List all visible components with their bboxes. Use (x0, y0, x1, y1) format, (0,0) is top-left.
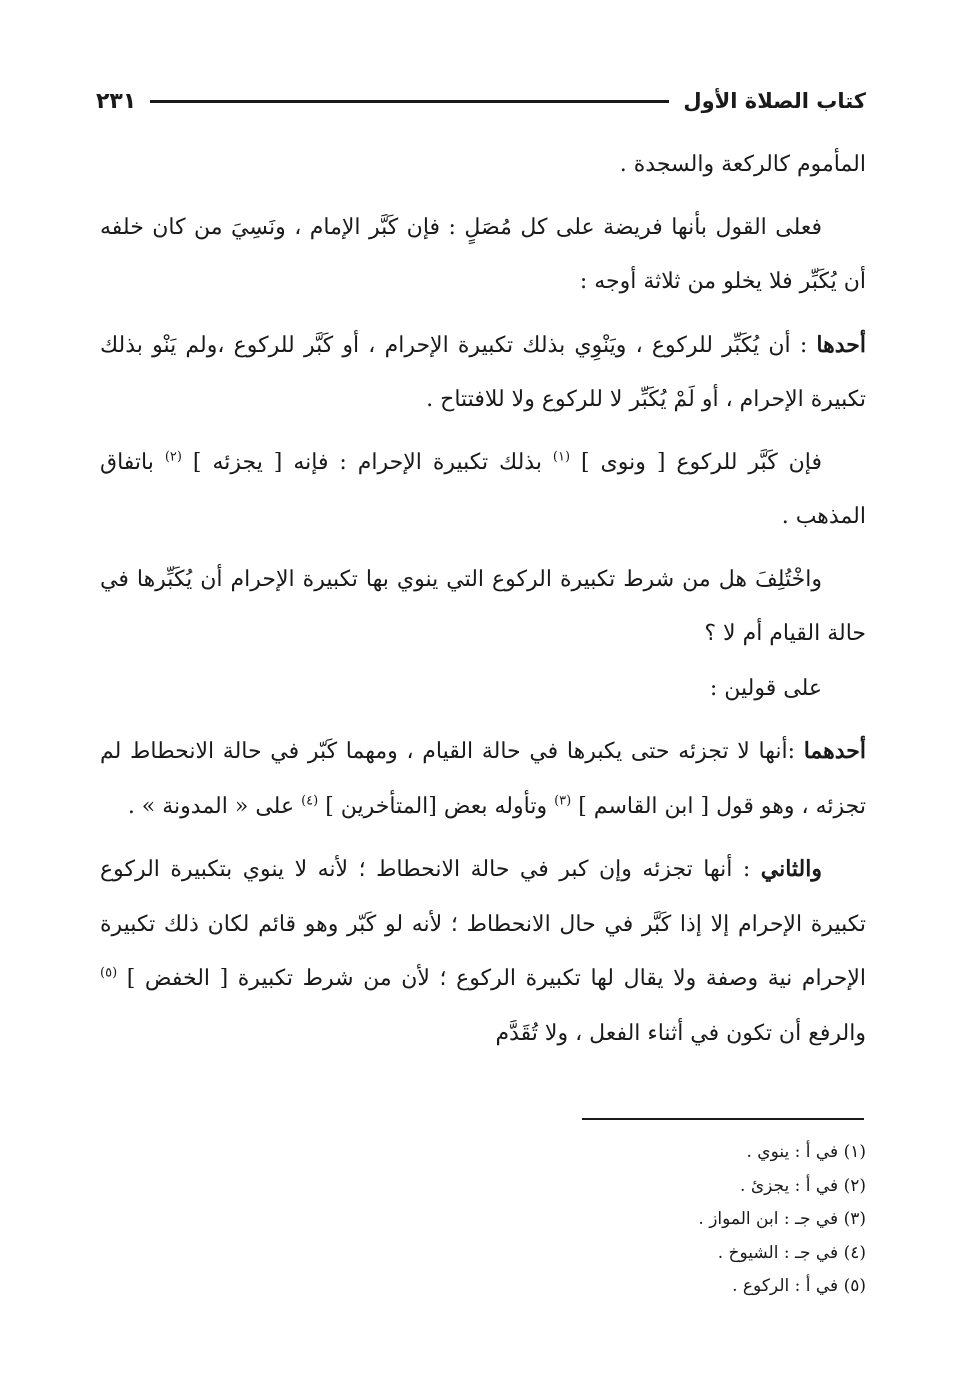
paragraph-text: فإن كَبَّر للركوع [ ونوى ] (570, 449, 822, 475)
paragraph-text: : أن يُكَبِّر للركوع ، ويَنْوِي بذلك تكبيرة الإحرام ، أو كَبَّر للركوع ،ولم يَنْو بذلك تكبيرة الإحرام ، أو لَمْ يُكَبِّر لا للركوع ولا للافتتاح . (100, 332, 866, 412)
footnote-3: (٣) في جـ : ابن المواز . (698, 1209, 866, 1229)
paragraph-3 (100, 318, 866, 428)
paragraph-text: بذلك تكبيرة الإحرام : فإنه [ يجزئه ] (181, 449, 553, 475)
footnote-ref-4[interactable]: (٤) (301, 793, 319, 809)
lead-word: والثاني (760, 856, 822, 882)
paragraph-text: وتأوله بعض [المتأخرين ] (318, 793, 555, 819)
paragraph-text: المأموم كالركعة والسجدة . (619, 152, 866, 177)
footnote-ref-2[interactable]: (٢) (164, 449, 182, 465)
footnote-ref-5[interactable]: (٥) (100, 965, 118, 981)
paragraph-7 (100, 724, 866, 834)
footnote-ref-3[interactable]: (٣) (554, 793, 572, 809)
main-text (100, 138, 866, 1061)
running-header (96, 84, 866, 118)
footnotes-list (100, 1136, 866, 1304)
header-rule (150, 100, 669, 103)
footnote-4: (٤) في جـ : الشيوخ . (717, 1242, 866, 1263)
paragraph-6 (100, 662, 866, 717)
lead-word: أحدها (816, 331, 866, 358)
footnote-2: (٢) في أ : يجزئ . (740, 1175, 866, 1196)
footnote-separator (582, 1118, 864, 1120)
book-title: كتاب الصلاة الأول (683, 89, 866, 113)
paragraph-text: : أنها تجزئه وإن كبر في حالة الانحطاط ؛ لأنه لا ينوي بتكبيرة الركوع تكبيرة الإحرام إلا إذا كَبَّر في حال الانحطاط ؛ لأنه لو كَبّر وهو قائم لكان ذلك تكبيرة الإحرام نية وصفة ولا يقال لها تكبيرة الركوع ؛ لأن من شرط تكبيرة [ الخفض ] (100, 857, 866, 991)
paragraph-text: والرفع أن تكون في أثناء الفعل ، ولا تُقَدَّم (495, 1020, 866, 1046)
paragraph-text: باتفاق المذهب . (100, 449, 866, 529)
paragraph-1 (100, 138, 866, 193)
paragraph-text: واخْتُلِفَ هل من شرط تكبيرة الركوع التي ينوي بها تكبيرة الإحرام أن يُكَبِّرها في حالة القيام أم لا ؟ (100, 566, 866, 646)
paragraph-8 (100, 842, 866, 1061)
paragraph-2 (100, 201, 866, 310)
paragraph-text: على قولين : (709, 675, 822, 701)
footnote-ref-1[interactable]: (١) (552, 449, 571, 465)
paragraph-4 (100, 436, 866, 545)
paragraph-text: فعلى القول بأنها فريضة على كل مُصَلٍ : فإن كَبَّر الإمام ، ونَسِيَ من كان خلفه أن يُكَبِّر فلا يخلو من ثلاثة أوجه : (100, 214, 866, 294)
paragraph-text: على « المدونة » . (127, 793, 302, 819)
lead-word: أحدهما (803, 738, 866, 764)
page-number: ٢٣١ (96, 88, 137, 114)
paragraph-5 (100, 553, 866, 662)
footnote-5: (٥) في أ : الركوع . (732, 1276, 866, 1296)
paragraph-text: :أنها لا تجزئه حتى يكبرها في حالة القيام ، ومهما كَبّر في حالة الانحطاط لم تجزئه ، وهو قول [ ابن القاسم ] (100, 739, 866, 819)
footnote-1: (١) في أ : ينوي . (746, 1142, 866, 1162)
